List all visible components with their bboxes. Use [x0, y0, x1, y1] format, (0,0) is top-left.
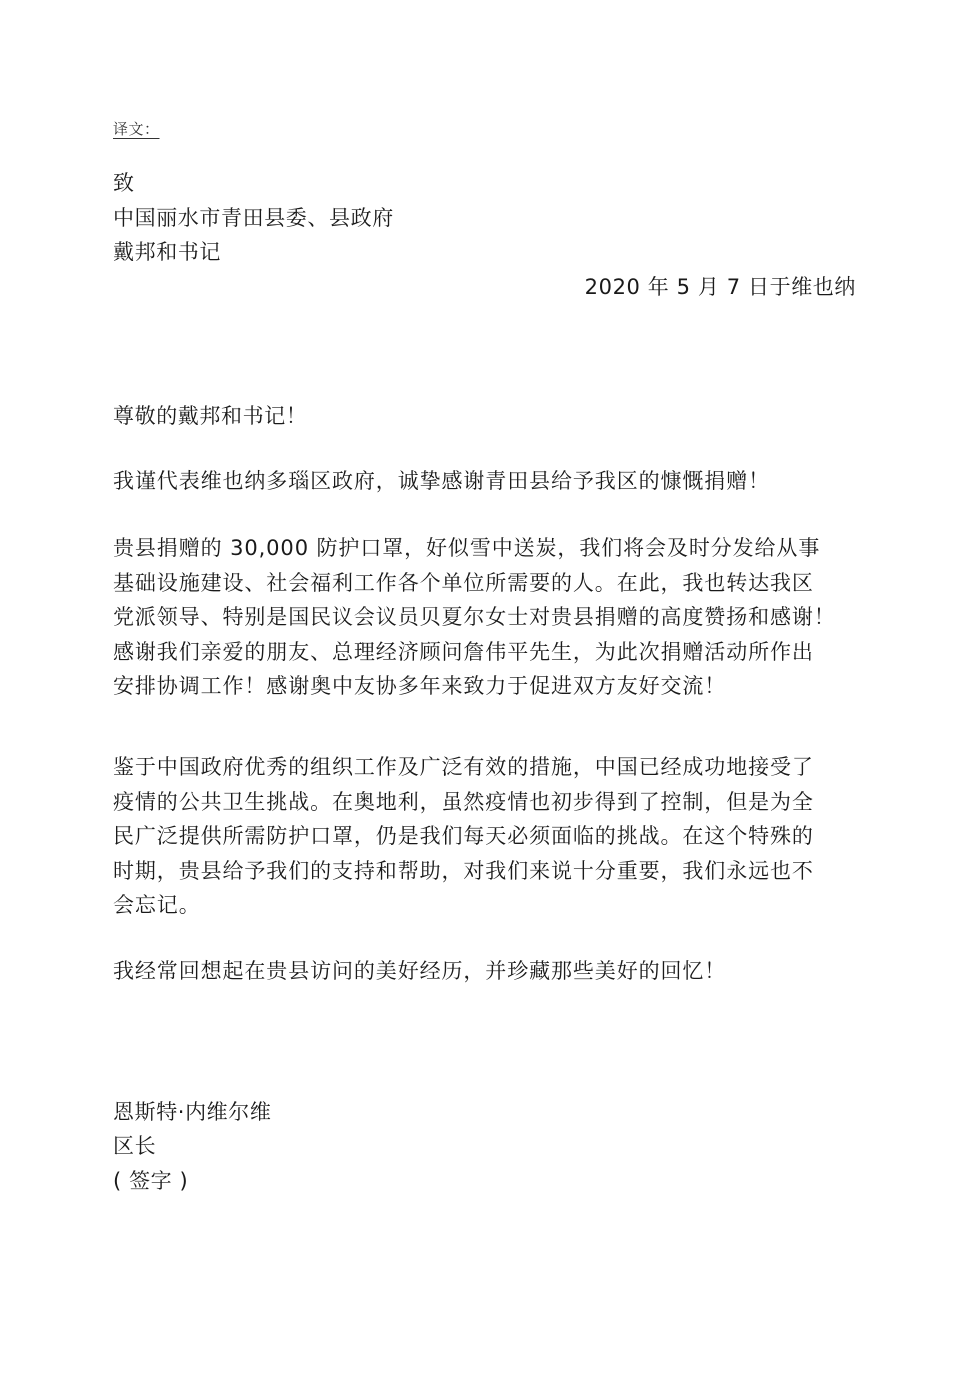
date-place: 2020 年 5 月 7 日于维也纳 [584, 275, 856, 299]
recipient-name: 戴邦和书记 [113, 240, 221, 264]
signature-note: ( 签字 ) [113, 1169, 189, 1193]
paragraph-2-line: 感谢我们亲爱的朋友、总理经济顾问詹伟平先生，为此次捐赠活动所作出 [113, 639, 814, 664]
paragraph-2-line: 基础设施建设、社会福利工作各个单位所需要的人。在此，我也转达我区 [113, 570, 814, 595]
paragraph-3-line: 时期，贵县给予我们的支持和帮助，对我们来说十分重要，我们永远也不 [113, 858, 814, 883]
salutation: 尊敬的戴邦和书记！ [113, 404, 308, 428]
paragraph-2-line: 党派领导、特别是国民议会议员贝夏尔女士对贵县捐赠的高度赞扬和感谢！ [113, 605, 836, 629]
paragraph-3 [113, 750, 883, 923]
paragraph-1: 我谨代表维也纳多瑙区政府，诚挚感谢青田县给予我区的慷慨捐赠！ [113, 469, 770, 493]
paragraph-2-line: 贵县捐赠的 30,000 防护口罩，好似雪中送炭，我们将会及时分发给从事 [113, 536, 821, 560]
paragraph-3-line: 会忘记。 [113, 893, 201, 917]
paragraph-2 [113, 531, 883, 704]
paragraph-4: 我经常回想起在贵县访问的美好经历，并珍藏那些美好的回忆！ [113, 959, 727, 983]
paragraph-3-line: 民广泛提供所需防护口罩，仍是我们每天必须面临的挑战。在这个特殊的 [113, 824, 814, 848]
translation-label: 译文： [113, 120, 160, 138]
paragraph-2-line: 安排协调工作！感谢奥中友协多年来致力于促进双方友好交流！ [113, 674, 727, 698]
paragraph-3-line: 鉴于中国政府优秀的组织工作及广泛有效的措施，中国已经成功地接受了 [113, 755, 814, 779]
recipient-org: 中国丽水市青田县委、县政府 [113, 206, 394, 230]
to-line: 致 [113, 171, 135, 195]
paragraph-3-line: 疫情的公共卫生挑战。在奥地利，虽然疫情也初步得到了控制，但是为全 [113, 789, 814, 814]
signer-title: 区长 [113, 1134, 157, 1158]
signer-name: 恩斯特·内维尔维 [113, 1100, 272, 1124]
